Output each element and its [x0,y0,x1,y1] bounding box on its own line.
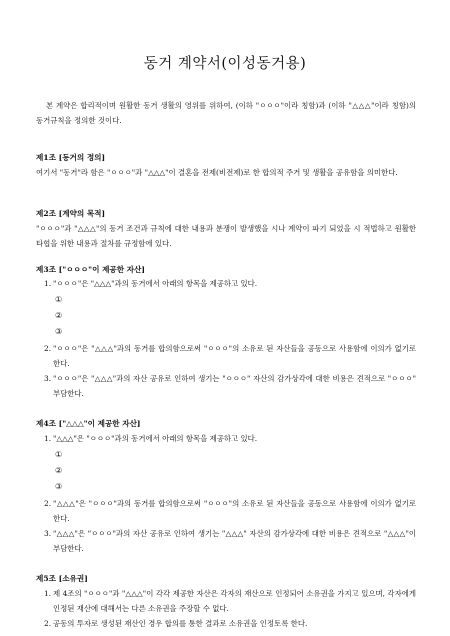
article-4-heading: 제4조 ["△△△"이 제공한 자산] [36,419,141,428]
article-3-heading: 제3조 ["ㅇㅇㅇ"이 제공한 자산] [36,265,146,274]
article-2-body: "ㅇㅇㅇ"과 "△△△"의 동거 조건과 규칙에 대한 내용과 분쟁이 발생했을 시나 계약이 파기 되었을 시 적법하고 원활한 타협을 위한 내용과 절차를 규정함에 있다. [36,224,416,248]
article-1-body: 여기서 "동거"라 함은 "ㅇㅇㅇ"과 "△△△"이 결혼을 전제(비전제)로 한 합의적 주거 및 생활을 공유함을 의미한다. [36,168,398,177]
article-4-item-1 [44,431,416,446]
item-number: 1. [44,279,52,288]
item-number: 1. [44,434,52,443]
item-text: "ㅇㅇㅇ"은 "△△△"과의 동거를 합의함으로써 "ㅇㅇㅇ"의 소유로 된 자산들을 공동으로 사용함에 이의가 없기로 한다. [53,344,416,368]
item-number: 2. [44,344,52,353]
article-4-circle-2: ② [55,466,63,475]
article-3-item-2 [44,341,416,371]
article-4-circle-3: ③ [55,482,63,491]
article-4-item-2 [44,496,416,526]
item-number: 2. [44,619,52,628]
item-text: "ㅇㅇㅇ"은 "△△△"과의 동거에서 아래의 항목을 제공하고 있다. [53,279,258,288]
article-3-item-3 [44,371,416,401]
article-4-circle-1: ① [55,450,63,459]
item-number: 3. [44,529,52,538]
article-5-item-2 [44,616,416,631]
item-text: 제 4조의 "ㅇㅇㅇ"과 "△△△"이 각각 제공한 자산은 각자의 재산으로 인정되어 소유권을 가지고 있으며, 각자에게 인정된 재산에 대해서는 다른 소유권을 주장할 수 없다. [53,589,416,613]
article-5-heading: 제5조 [소유권] [36,574,88,583]
article-3-circle-3: ③ [55,327,63,336]
article-2-heading: 제2조 [계약의 목적] [36,209,106,218]
page-title: 동거 계약서(이성동거용) [143,56,307,72]
article-1-heading: 제1조 [동거의 정의] [36,153,106,162]
item-text: "△△△"은 "ㅇㅇㅇ"과의 동거를 합의함으로써 "ㅇㅇㅇ"의 소유로 된 자산들을 공동으로 사용함에 이의가 없기로 한다. [53,499,416,523]
article-4-item-3 [44,526,416,556]
item-number: 2. [44,499,52,508]
item-text: "ㅇㅇㅇ"은 "△△△"과의 자산 공유로 인하여 생기는 "ㅇㅇㅇ" 자산의 감가상각에 대한 비용은 견적으로 "ㅇㅇㅇ" 부담한다. [53,374,416,398]
item-number: 1. [44,589,52,598]
article-3-circle-1: ① [55,295,63,304]
item-text: 공동의 투자로 생성된 재산인 경우 합의를 통한 결과로 소유권을 인정토록 한다. [53,619,308,628]
intro-paragraph: 본 계약은 합리적이며 원활한 동거 생활의 영위를 위하여, (이하 "ㅇㅇㅇ"이라 칭함)과 (이하 "△△△"이라 칭함)의 동거규칙을 정의한 것이다. [36,101,416,125]
article-5-item-1 [44,586,416,616]
item-text: "△△△"은 "ㅇㅇㅇ"과의 동거에서 아래의 항목을 제공하고 있다. [53,434,258,443]
article-3-circle-2: ② [55,311,63,320]
item-text: "△△△"은 "ㅇㅇㅇ"과의 자산 공유로 인하여 생기는 "△△△" 자산의 감가상각에 대한 비용은 견적으로 "△△△"이 부담한다. [53,529,416,553]
item-number: 3. [44,374,52,383]
article-3-item-1 [44,276,416,291]
